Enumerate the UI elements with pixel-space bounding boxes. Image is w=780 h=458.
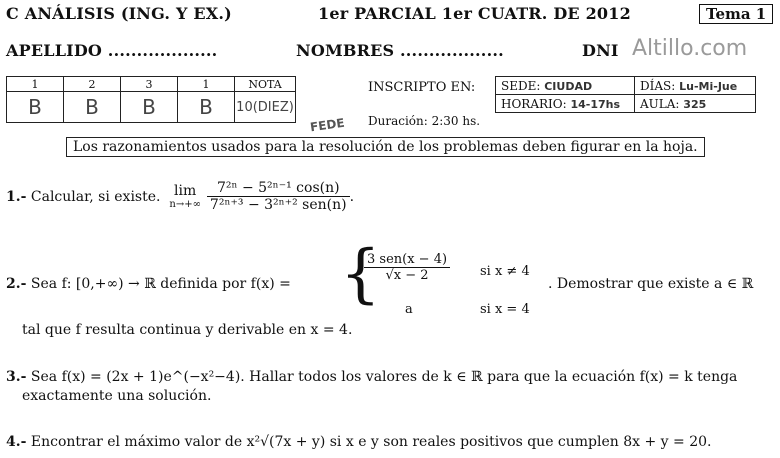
case-2-expr: a [405, 302, 413, 317]
lim-subscript: n→+∞ [169, 199, 201, 210]
course-title: C ANÁLISIS (ING. Y EX.) [6, 4, 232, 23]
numerator: 7²ⁿ − 5²ⁿ⁻¹ cos(n) [207, 180, 350, 197]
grade-header: 2 [64, 77, 121, 92]
problem-3-line2: exactamente una solución. [22, 388, 212, 404]
sede-value: CIUDAD [544, 79, 593, 93]
case-1-expr [364, 252, 450, 283]
problem-text: Calcular, si existe. [30, 188, 161, 205]
problem-2-line2: tal que f resulta continua y derivable en x = 4. [22, 322, 353, 338]
problem-number: 3.- [6, 369, 27, 385]
inscripto-label: INSCRIPTO EN: [368, 80, 476, 95]
period: . [349, 188, 355, 205]
dias-label: DÍAS: [640, 78, 676, 93]
signature: FEDE [309, 115, 346, 135]
horario-label: HORARIO: [501, 96, 567, 111]
grade-header: 3 [121, 77, 178, 92]
dias-value: Lu-Mi-Jue [679, 79, 738, 93]
grade-mark: B [178, 92, 235, 123]
problem-number: 4.- [6, 434, 27, 450]
grade-header: 1 [7, 77, 64, 92]
nombres-field: NOMBRES .................. [296, 41, 504, 60]
problem-text: Sea f: [0,+∞) → ℝ definida por f(x) = [30, 276, 291, 292]
case-1-numerator: 3 sen(x − 4) [364, 252, 450, 268]
grade-mark: B [64, 92, 121, 123]
problem-4 [6, 434, 712, 450]
lim-operator: lim [174, 183, 197, 199]
piecewise-brace: { [340, 237, 381, 311]
instructions-note: Los razonamientos usados para la resolución de los problemas deben figurar en la hoja. [66, 137, 705, 157]
problem-number: 2.- [6, 276, 27, 292]
grade-header: 1 [178, 77, 235, 92]
tema-label: Tema 1 [699, 4, 773, 24]
aula-value: 325 [683, 97, 707, 111]
problem-3-line1 [6, 369, 737, 385]
aula-label: AULA: [640, 96, 680, 111]
logo: Altillo.com [632, 36, 748, 61]
exam-title: 1er PARCIAL 1er CUATR. DE 2012 [318, 4, 631, 23]
apellido-field: APELLIDO ................... [6, 41, 218, 60]
case-2-condition: si x = 4 [480, 302, 530, 317]
problem-2-text [6, 276, 291, 292]
problem-2-after: . Demostrar que existe a ∈ ℝ [548, 276, 754, 292]
problem-text: Sea f(x) = (2x + 1)e^(−x²−4). Hallar todos los valores de k ∈ ℝ para que la ecuación f(x) = k tenga [30, 369, 738, 385]
final-grade: 10(DIEZ) [235, 92, 296, 123]
problem-number: 1.- [6, 188, 27, 205]
problem-text: Encontrar el máximo valor de x²√(7x + y) si x e y son reales positivos que cumplen 8x + y = 20. [30, 434, 712, 450]
case-1-condition: si x ≠ 4 [480, 264, 530, 279]
horario-value: 14-17hs [570, 97, 621, 111]
case-1-denominator: √x − 2 [385, 268, 429, 283]
fraction [207, 180, 350, 213]
grade-mark: B [121, 92, 178, 123]
grade-header: NOTA [235, 77, 296, 92]
problem-1 [6, 180, 354, 213]
dni-field: DNI [582, 41, 619, 60]
grades-table [6, 76, 296, 123]
grade-mark: B [7, 92, 64, 123]
inscripto-table [495, 76, 756, 113]
denominator: 7²ⁿ⁺³ − 3²ⁿ⁺² sen(n) [209, 197, 347, 213]
duracion: Duración: 2:30 hs. [368, 114, 481, 128]
sede-label: SEDE: [501, 78, 541, 93]
